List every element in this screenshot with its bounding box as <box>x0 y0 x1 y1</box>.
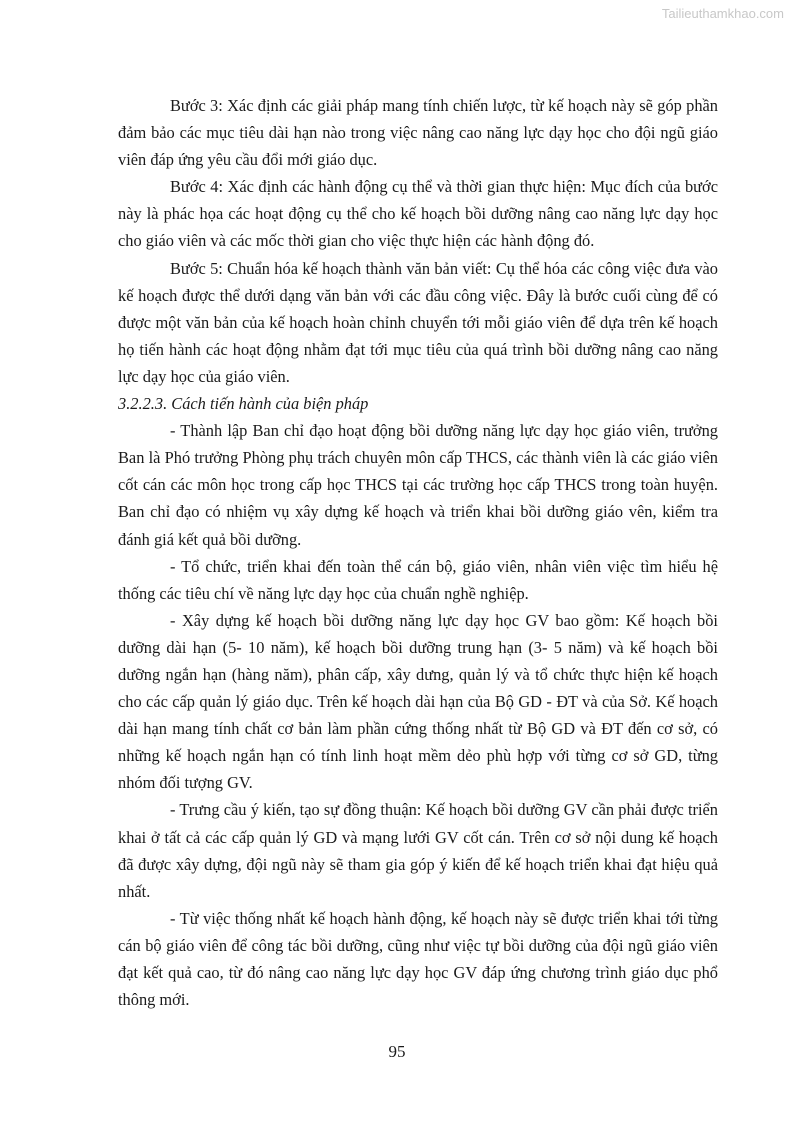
paragraph-bullet-1: - Thành lập Ban chỉ đạo hoạt động bồi dưỡng năng lực dạy học giáo viên, trưởng Ban là Phó trưởng Phòng phụ trách chuyên môn cấp THCS, các thành viên là các giáo viên cốt cán các môn học trong cấp học THCS tại các trường học cấp THCS trong toàn huyện. Ban chỉ đạo có nhiệm vụ xây dựng kế hoạch và triển khai bồi dưỡng giáo vên, kiểm tra đánh giá kết quả bồi dưỡng. <box>118 421 718 549</box>
paragraph-bullet-5: - Từ việc thống nhất kế hoạch hành động, kế hoạch này sẽ được triển khai tới từng cán bộ giáo viên để công tác bồi dưỡng, cũng như việc tự bồi dưỡng của đội ngũ giáo viên đạt kết quả cao, từ đó nâng cao năng lực dạy học GV đáp ứng chương trình giáo dục phổ thông mới. <box>118 908 718 1010</box>
document-body <box>118 92 718 1013</box>
page-number: 95 <box>388 1042 406 1061</box>
paragraph-bullet-3: - Xây dựng kế hoạch bồi dưỡng năng lực dạy học GV bao gồm: Kế hoạch bồi dưỡng dài hạn (5- 10 năm), kế hoạch bồi dưỡng trung hạn (3- 5 năm) và kế hoạch bồi dưỡng ngắn hạn (hàng năm), phân cấp, xây dưng, quản lý và tổ chức thực hiện kế hoạch cho các cấp quản lý giáo dục. Trên kế hoạch dài hạn của Bộ GD - ĐT và của Sở. Kế hoạch dài hạn mang tính chất cơ bản làm phần cứng thống nhất từ Bộ GD và ĐT đến cơ sở, có những kế hoạch ngắn hạn có tính linh hoạt mềm dẻo phù hợp với từng cơ sở GD, từng nhóm đối tượng GV. <box>118 610 718 793</box>
paragraph-step-5: Bước 5: Chuẩn hóa kế hoạch thành văn bản viết: Cụ thể hóa các công việc đưa vào kế hoạch được thể dưới dạng văn bản với các đầu công việc. Đây là bước cuối cùng để có được một văn bản của kế hoạch hoàn chỉnh chuyển tới mỗi giáo viên để dựa trên kế hoạch họ tiến hành các hoạt động nhằm đạt tới mục tiêu của quá trình bồi dưỡng nâng cao năng lực dạy học của giáo viên. <box>118 258 718 386</box>
watermark-text: Tailieuthamkhao.com <box>661 6 784 21</box>
paragraph-bullet-2: - Tổ chức, triển khai đến toàn thể cán bộ, giáo viên, nhân viên việc tìm hiểu hệ thống các tiêu chí về năng lực dạy học của chuẩn nghề nghiệp. <box>118 556 718 603</box>
paragraph-step-4: Bước 4: Xác định các hành động cụ thể và thời gian thực hiện: Mục đích của bước này là phác họa các hoạt động cụ thể cho kế hoạch bồi dưỡng nâng cao năng lực dạy học cho giáo viên và các mốc thời gian cho việc thực hiện các hành động đó. <box>118 177 718 251</box>
paragraph-bullet-4: - Trưng cầu ý kiến, tạo sự đồng thuận: Kế hoạch bồi dưỡng GV cần phải được triển khai ở tất cả các cấp quản lý GD và mạng lưới GV cốt cán. Trên cơ sở nội dung kế hoạch đã được xây dựng, đội ngũ này sẽ tham gia góp ý kiến để kế hoạch triển khai đạt hiệu quả nhất. <box>118 800 718 901</box>
section-heading: 3.2.2.3. Cách tiến hành của biện pháp <box>118 394 369 414</box>
paragraph-step-3: Bước 3: Xác định các giải pháp mang tính chiến lược, từ kế hoạch này sẽ góp phần đảm bảo các mục tiêu dài hạn nào trong việc nâng cao năng lực dạy học cho đội ngũ giáo viên đáp ứng yêu cầu đổi mới giáo dục. <box>118 96 718 170</box>
